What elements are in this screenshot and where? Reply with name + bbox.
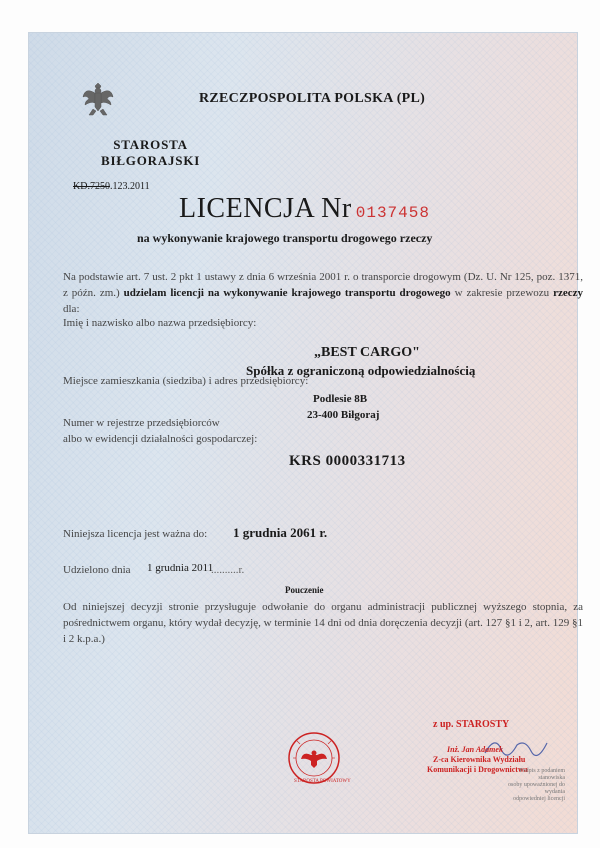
issued-on-date: 1 grudnia 2011 bbox=[147, 562, 214, 574]
signatory-name: Inż. Jan Adamek bbox=[447, 745, 503, 754]
valid-until-label: Niniejsza licencja jest ważna do: bbox=[63, 528, 208, 540]
license-document bbox=[28, 32, 583, 834]
legal-basis-bold-1: udzielam licencji na wykonywanie krajowego transportu drogowego bbox=[123, 287, 451, 299]
official-seal-icon bbox=[287, 731, 341, 785]
address-line-1: Podlesie 8B bbox=[313, 393, 368, 405]
signature-note-3: odpowiedniej licencji bbox=[513, 796, 565, 802]
register-label bbox=[63, 415, 257, 447]
reference-suffix: .123.2011 bbox=[109, 181, 150, 192]
license-number: 0137458 bbox=[355, 204, 430, 222]
register-number: KRS 0000331713 bbox=[289, 453, 406, 469]
issuing-authority bbox=[101, 137, 200, 169]
license-subtitle: na wykonywanie krajowego transportu drogowego rzeczy bbox=[137, 231, 433, 245]
reference-number bbox=[73, 181, 150, 192]
signature-note bbox=[495, 768, 565, 803]
instruction-title: Pouczenie bbox=[285, 585, 324, 595]
register-label-line-1: Numer w rejestrze przedsiębiorców bbox=[63, 417, 220, 429]
polish-eagle-emblem-icon bbox=[81, 79, 115, 119]
authority-line-1: STAROSTA bbox=[113, 137, 188, 152]
instruction-text: Od niniejszej decyzji stronie przysługuje odwołanie do organu administracji publicznej wyższego stopnia, za pośrednictwem organu, który wydał decyzję, w terminie 14 dni od dnia doręczenia decyzji (art. 127 §1 i 2, art. 129 §1 i 2 k.p.a.) bbox=[63, 601, 583, 645]
legal-basis-text-1: Na podstawie art. 7 ust. 2 pkt 1 ustawy z dnia 6 września 2001 r. o transporcie drogowym (Dz. U. Nr 125, poz. 1371, z późn. zm.) bbox=[63, 271, 583, 299]
signatory-position-2: Komunikacji i Drogownictwa bbox=[427, 765, 528, 774]
authority-line-2: BIŁGORAJSKI bbox=[101, 153, 201, 168]
legal-basis-paragraph bbox=[63, 269, 583, 317]
issued-on-label: Udzielono dnia bbox=[63, 564, 131, 576]
entrepreneur-name-label: Imię i nazwisko albo nazwa przedsiębiorcy: bbox=[63, 317, 257, 329]
legal-basis-text-2: w zakresie przewozu bbox=[450, 287, 554, 299]
valid-until-date: 1 grudnia 2061 r. bbox=[233, 525, 328, 540]
seal-text: STAROSTA POWIATOWY bbox=[294, 779, 351, 784]
signatory-on-behalf: z up. STAROSTY bbox=[433, 719, 510, 730]
company-name: „BEST CARGO" bbox=[314, 345, 420, 360]
address-line-2: 23-400 Biłgoraj bbox=[307, 409, 380, 421]
company-legal-form: Spółka z ograniczoną odpowiedzialnością bbox=[246, 363, 476, 378]
legal-basis-bold-2: rzeczy bbox=[553, 287, 583, 299]
address-label: Miejsce zamieszkania (siedziba) i adres przedsiębiorcy: bbox=[63, 375, 309, 387]
signature-note-2: osoby upoważnionej do wydania bbox=[508, 782, 565, 795]
legal-basis-text-3: dla: bbox=[63, 303, 80, 315]
register-label-line-2: albo w ewidencji działalności gospodarczej: bbox=[63, 433, 258, 445]
signatory-position-1: Z-ca Kierownika Wydziału bbox=[433, 755, 526, 764]
license-title-text: LICENCJA Nr bbox=[179, 193, 352, 224]
reference-prefix: KD.7250 bbox=[73, 181, 110, 192]
signature-note-1: Podpis z podaniem stanowiska bbox=[519, 768, 565, 781]
issued-on-suffix: ..........r. bbox=[211, 564, 245, 576]
issued-suffix: r. bbox=[238, 564, 245, 576]
license-title bbox=[179, 193, 430, 225]
country-header: RZECZPOSPOLITA POLSKA (PL) bbox=[199, 91, 426, 106]
